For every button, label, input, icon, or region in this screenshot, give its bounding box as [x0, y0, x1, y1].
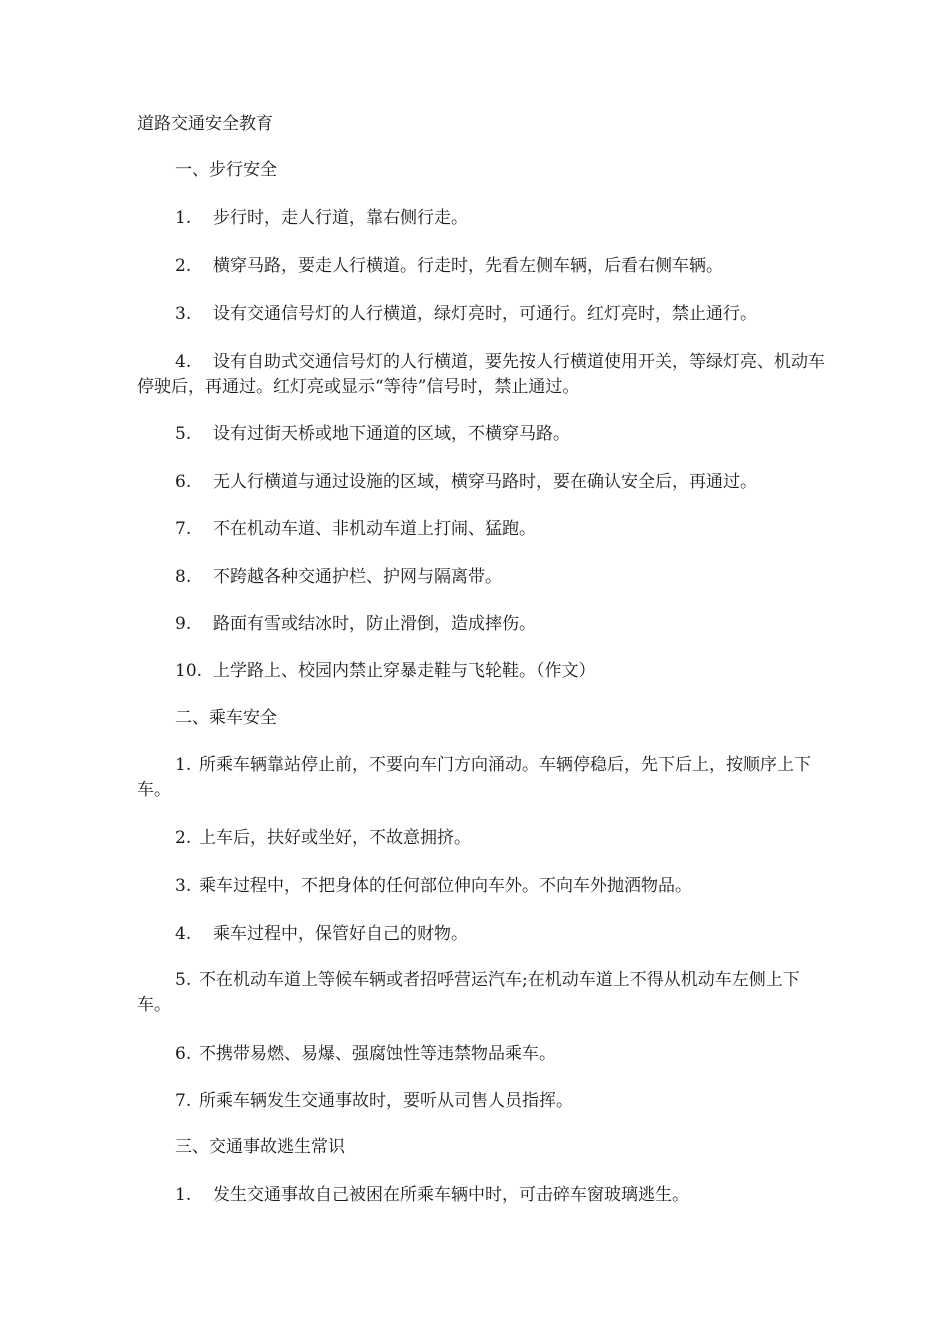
list-item	[137, 874, 825, 899]
list-item	[137, 753, 825, 803]
item-text: 上学路上、校园内禁止穿暴走鞋与飞轮鞋。（作文）	[213, 661, 596, 681]
item-text: 所乘车辆发生交通事故时，要听从司售人员指挥。	[199, 1091, 573, 1111]
item-number: 4.	[175, 924, 192, 944]
section-heading-escape: 三、交通事故逃生常识	[175, 1137, 345, 1157]
item-text: 发生交通事故自己被困在所乘车辆中时，可击碎车窗玻璃逃生。	[213, 1185, 689, 1205]
list-item	[137, 1089, 825, 1114]
list-item	[137, 1042, 825, 1067]
list-item	[137, 659, 825, 684]
list-item	[137, 1183, 825, 1208]
section-heading-riding: 二、乘车安全	[175, 708, 277, 728]
item-text: 设有自助式交通信号灯的人行横道，要先按人行横道使用开关，等绿灯亮、机动车停驶后，再通过。红灯亮或显示“等待”信号时，禁止通过。	[137, 352, 825, 397]
item-number: 3.	[175, 876, 192, 896]
item-number: 8.	[175, 567, 192, 587]
item-number: 5.	[175, 424, 192, 444]
item-text: 乘车过程中，保管好自己的财物。	[213, 924, 468, 944]
list-item	[137, 254, 825, 279]
item-text: 乘车过程中，不把身体的任何部位伸向车外。不向车外抛洒物品。	[199, 876, 692, 896]
item-number: 7.	[175, 519, 192, 539]
item-text: 所乘车辆靠站停止前，不要向车门方向涌动。车辆停稳后，先下后上，按顺序上下车。	[137, 755, 811, 800]
item-text: 不在机动车道、非机动车道上打闹、猛跑。	[213, 519, 536, 539]
list-item	[137, 302, 825, 327]
item-number: 2.	[175, 256, 192, 276]
item-number: 10.	[175, 661, 203, 681]
list-item	[137, 350, 825, 400]
item-number: 4.	[175, 352, 192, 372]
list-item	[137, 565, 825, 590]
item-number: 1.	[175, 1185, 192, 1205]
list-item	[137, 612, 825, 637]
list-item	[137, 422, 825, 447]
item-number: 2.	[175, 828, 192, 848]
document-title: 道路交通安全教育	[137, 114, 273, 134]
item-number: 5.	[175, 970, 192, 990]
item-text: 步行时，走人行道，靠右侧行走。	[213, 208, 468, 228]
item-number: 3.	[175, 304, 192, 324]
list-item	[137, 470, 825, 495]
item-number: 7.	[175, 1091, 192, 1111]
item-text: 上车后，扶好或坐好，不故意拥挤。	[199, 828, 471, 848]
item-text: 不在机动车道上等候车辆或者招呼营运汽车;在机动车道上不得从机动车左侧上下车。	[137, 970, 800, 1015]
item-text: 路面有雪或结冰时，防止滑倒，造成摔伤。	[213, 614, 536, 634]
item-number: 6.	[175, 472, 192, 492]
item-number: 1.	[175, 755, 192, 775]
list-item	[137, 517, 825, 542]
item-text: 不跨越各种交通护栏、护网与隔离带。	[213, 567, 502, 587]
item-text: 横穿马路，要走人行横道。行走时，先看左侧车辆，后看右侧车辆。	[213, 256, 723, 276]
list-item	[137, 968, 825, 1018]
item-text: 无人行横道与通过设施的区域，横穿马路时，要在确认安全后，再通过。	[213, 472, 757, 492]
list-item	[137, 826, 825, 851]
item-number: 1.	[175, 208, 192, 228]
item-number: 6.	[175, 1044, 192, 1064]
item-number: 9.	[175, 614, 192, 634]
section-heading-walking: 一、步行安全	[175, 160, 277, 180]
list-item	[137, 922, 825, 947]
list-item	[137, 206, 825, 231]
item-text: 设有过街天桥或地下通道的区域，不横穿马路。	[213, 424, 570, 444]
item-text: 设有交通信号灯的人行横道，绿灯亮时，可通行。红灯亮时，禁止通行。	[213, 304, 757, 324]
item-text: 不携带易燃、易爆、强腐蚀性等违禁物品乘车。	[199, 1044, 556, 1064]
